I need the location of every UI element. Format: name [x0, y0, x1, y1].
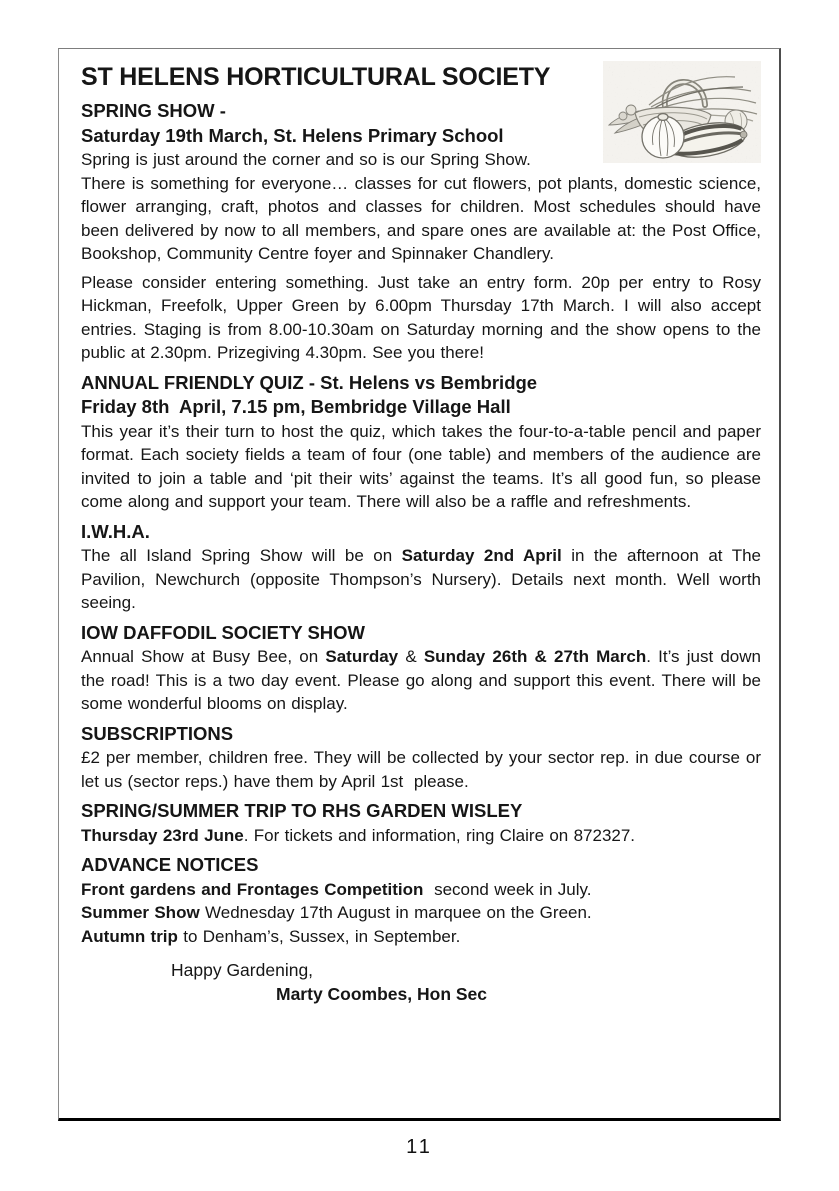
section-heading: SPRING SHOW -	[81, 100, 226, 121]
section-heading: Saturday 19th March, St. Helens Primary School	[81, 124, 504, 146]
article-body	[81, 99, 761, 948]
paragraph	[81, 271, 761, 365]
section-heading: SPRING/SUMMER TRIP TO RHS GARDEN WISLEY	[81, 800, 523, 821]
section-heading: ANNUAL FRIENDLY QUIZ - St. Helens vs Bembridge	[81, 371, 538, 393]
section-heading: IOW DAFFODIL SOCIETY SHOW	[81, 621, 366, 643]
article-section-iow-daffodil-society-show	[81, 621, 761, 716]
closing	[81, 958, 761, 1006]
bold-text-run: Autumn trip	[81, 926, 178, 946]
section-heading: ADVANCE NOTICES	[81, 854, 259, 875]
bold-text-run: Saturday 2nd April	[401, 546, 562, 565]
article-section-iwha	[81, 520, 761, 615]
text-run: second week in July.	[423, 879, 592, 899]
text-run: Please consider entering something. Just take an entry form. 20p per entry to Rosy Hickman, Freefolk, Upper Green by 6.00pm Thursday 17th March. I will also accept entries. Staging is from 8.00-10.30am on Saturday morning and the show opens to the public at 2.30pm. Prizegiving 4.30pm. See you there!	[81, 272, 761, 362]
bold-text-run: Saturday	[325, 647, 399, 666]
bold-text-run: Thursday 23rd June	[81, 825, 244, 845]
article-box	[58, 48, 781, 1121]
text-run: This year it’s their turn to host the quiz, which takes the four-to-a-table pencil and paper format. Each society fields a team of four (one table) and members of the audience are invited to join a table and ‘pit their wits’ against the teams. It’s all good fun, so please come along and support your team. There will also be a raffle and refreshments.	[81, 421, 761, 511]
closing-signature: Marty Coombes, Hon Sec	[276, 984, 488, 1004]
bold-text-run: Front gardens and Frontages Competition	[81, 879, 424, 899]
paragraph	[81, 645, 761, 716]
text-run: Annual Show at Busy Bee, on	[81, 647, 326, 666]
paragraph	[81, 901, 761, 925]
paragraph	[81, 824, 761, 848]
closing-line: Happy Gardening,	[171, 960, 314, 980]
text-run: . It’s just down the road! This is a two day event. Please go along and support this event. There will be some wonderful blooms on display.	[81, 647, 761, 713]
bold-text-run: Summer Show	[81, 903, 200, 922]
vegetable-basket-illustration	[603, 61, 761, 163]
article-section-annual-friendly-quiz	[81, 371, 761, 514]
section-heading: I.W.H.A.	[81, 520, 150, 542]
text-run: The all Island Spring Show will be on	[81, 546, 402, 565]
paragraph	[81, 925, 761, 949]
text-run: &	[398, 647, 424, 666]
paragraph	[81, 420, 761, 514]
paragraph	[81, 746, 761, 793]
text-run: Wednesday 17th August in marquee on the Green.	[199, 903, 592, 922]
article-section-wisley-trip	[81, 799, 761, 847]
article-section-subscriptions	[81, 722, 761, 794]
article-title: ST HELENS HORTICULTURAL SOCIETY	[81, 63, 551, 91]
text-run: to Denham’s, Sussex, in September.	[177, 926, 461, 946]
article-section-advance-notices	[81, 853, 761, 948]
vegetable-basket-image	[603, 61, 761, 163]
bold-text-run: Sunday 26th & 27th March	[423, 647, 647, 666]
text-run: . For tickets and information, ring Claire on 872327.	[243, 825, 636, 845]
paragraph	[81, 172, 761, 266]
section-heading: Friday 8th April, 7.15 pm, Bembridge Village Hall	[81, 396, 511, 417]
section-heading: SUBSCRIPTIONS	[81, 722, 234, 744]
text-run: Spring is just around the corner and so is our Spring Show.	[81, 150, 531, 169]
text-run: in the afternoon at The Pavilion, Newchurch (opposite Thompson’s Nursery). Details next month. Well worth seeing.	[81, 546, 761, 612]
text-run: There is something for everyone… classes for cut flowers, pot plants, domestic science, flower arranging, craft, photos and classes for children. Most schedules should have been delivered by now to all members, and spare ones are available at: the Post Office, Bookshop, Community Centre foyer and Spinnaker Chandlery.	[81, 173, 761, 263]
page-number: 11	[406, 1136, 433, 1158]
paragraph	[81, 544, 761, 615]
text-run: £2 per member, children free. They will be collected by your sector rep. in due course or let us (sector reps.) have them by April 1st please.	[81, 748, 761, 791]
paragraph	[81, 878, 761, 902]
